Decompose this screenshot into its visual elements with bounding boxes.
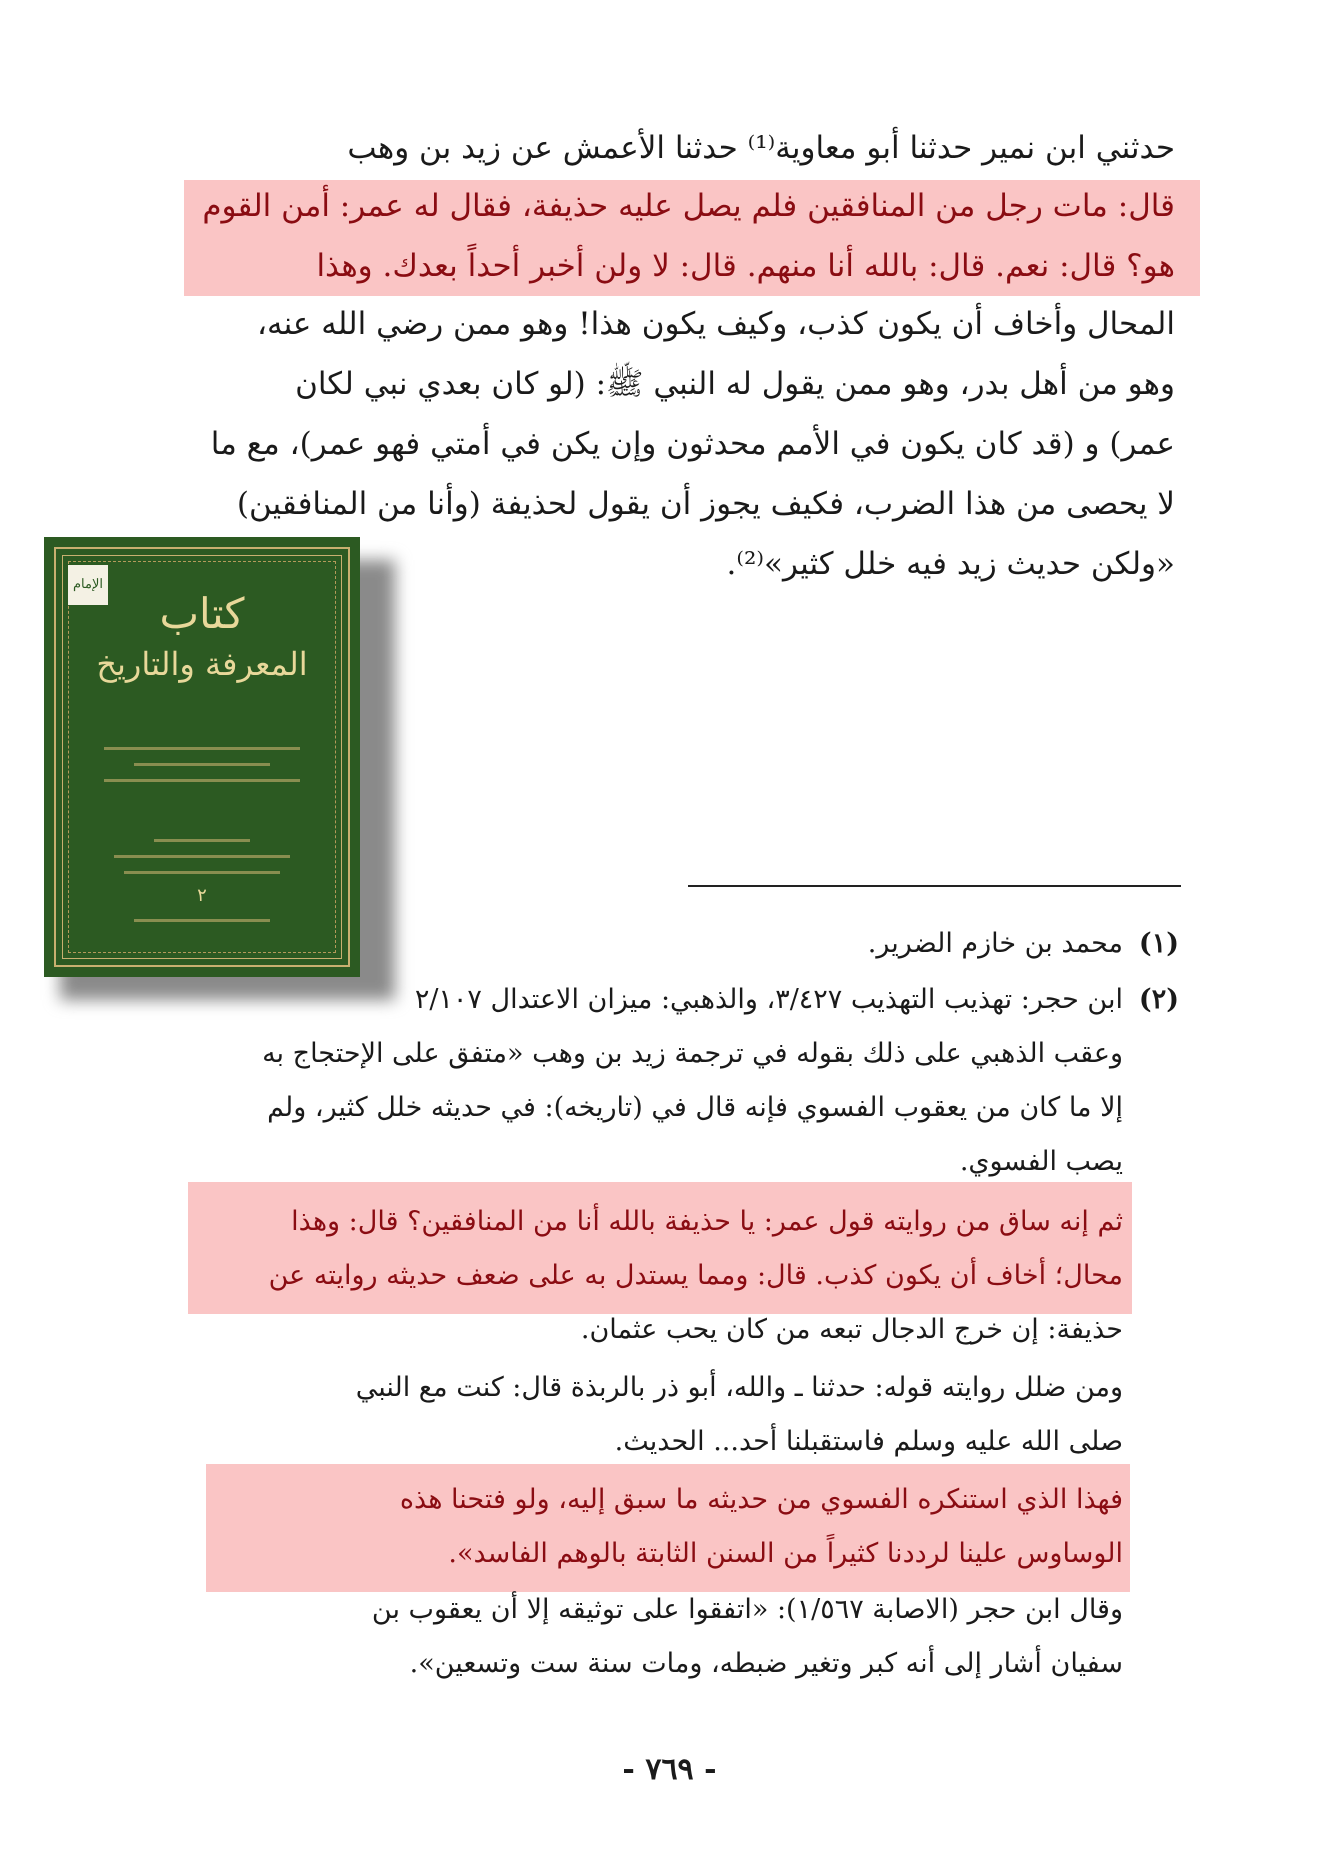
footnote-separator xyxy=(688,885,1181,887)
body-line-2: قال: مات رجل من المنافقين فلم يصل عليه حذيفة، فقال له عمر: أمن القوم xyxy=(202,188,1175,224)
footnote-2-number: (٢) xyxy=(1138,984,1179,1015)
publisher-logo-icon: الإمام xyxy=(68,565,108,605)
cover-author-line xyxy=(134,763,270,766)
highlight-box-2 xyxy=(188,1182,1132,1314)
footnote-line-1: وعقب الذهبي على ذلك بقوله في ترجمة زيد بن وهب «متفق على الإحتجاج به xyxy=(262,1038,1123,1069)
cover-publisher-line xyxy=(134,919,270,922)
cover-author-line xyxy=(104,779,300,782)
body-line-1: حدثني ابن نمير حدثنا أبو معاوية⁽¹⁾ حدثنا الأعمش عن زيد بن وهب xyxy=(347,130,1175,166)
footnote-line-11: وقال ابن حجر (الاصابة ١/٥٦٧): «اتفقوا على توثيقه إلا أن يعقوب بن xyxy=(371,1594,1123,1625)
body-line-6: عمر) و (قد كان يكون في الأمم محدثون وإن يكن في أمتي فهو عمر)، مع ما xyxy=(210,426,1175,462)
footnote-line-3: يصب الفسوي. xyxy=(959,1146,1123,1177)
cover-author-line xyxy=(104,747,300,750)
footnote-line-12: سفيان أشار إلى أنه كبر وتغير ضبطه، ومات سنة ست وتسعين». xyxy=(409,1648,1123,1679)
body-line-7: لا يحصى من هذا الضرب، فكيف يجوز أن يقول لحذيفة (وأنا من المنافقين) xyxy=(236,486,1175,522)
cover-editor-line xyxy=(124,871,280,874)
book-cover-image xyxy=(44,537,360,977)
cover-editor-line xyxy=(154,839,250,842)
body-line-8: «ولكن حديث زيد فيه خلل كثير»⁽²⁾. xyxy=(726,546,1175,582)
body-line-4: المحال وأخاف أن يكون كذب، وكيف يكون هذا! وهو ممن رضي الله عنه، xyxy=(256,306,1175,342)
footnote-line-2: إلا ما كان من يعقوب الفسوي فإنه قال في (تاريخه): في حديثه خلل كثير، ولم xyxy=(267,1092,1123,1123)
footnote-line-8: صلى الله عليه وسلم فاستقبلنا أحد... الحديث. xyxy=(614,1426,1123,1457)
cover-title-line-1: كتاب xyxy=(159,589,245,638)
body-line-5: وهو من أهل بدر، وهو ممن يقول له النبي ﷺ: (لو كان بعدي نبي لكان xyxy=(295,366,1175,402)
footnote-line-9: فهذا الذي استنكره الفسوي من حديثه ما سبق إليه، ولو فتحنا هذه xyxy=(399,1484,1123,1515)
cover-editor-line xyxy=(114,855,290,858)
body-line-3: هو؟ قال: نعم. قال: بالله أنا منهم. قال: لا ولن أخبر أحداً بعدك. وهذا xyxy=(316,248,1175,284)
footnote-1-number: (١) xyxy=(1138,928,1179,959)
footnote-line-7: ومن ضلل روايته قوله: حدثنا ـ والله، أبو ذر بالربذة قال: كنت مع النبي xyxy=(355,1372,1123,1403)
footnote-line-6: حذيفة: إن خرج الدجال تبعه من كان يحب عثمان. xyxy=(580,1314,1123,1345)
footnote-1-text: محمد بن خازم الضرير. xyxy=(867,928,1123,959)
page-number: - ٧٦٩ - xyxy=(622,1752,717,1787)
footnote-line-10: الوساوس علينا لرددنا كثيراً من السنن الثابتة بالوهم الفاسد». xyxy=(448,1538,1123,1569)
footnote-line-4: ثم إنه ساق من روايته قول عمر: يا حذيفة بالله أنا من المنافقين؟ قال: وهذا xyxy=(291,1206,1123,1237)
cover-volume-number: ٢ xyxy=(197,885,207,906)
footnote-line-5: محال؛ أخاف أن يكون كذب. قال: ومما يستدل به على ضعف حديثه روايته عن xyxy=(268,1260,1123,1291)
cover-title-line-2: المعرفة والتاريخ xyxy=(96,645,308,683)
footnote-2-text: ابن حجر: تهذيب التهذيب ٣/٤٢٧، والذهبي: ميزان الاعتدال ٢/١٠٧ xyxy=(414,984,1123,1015)
